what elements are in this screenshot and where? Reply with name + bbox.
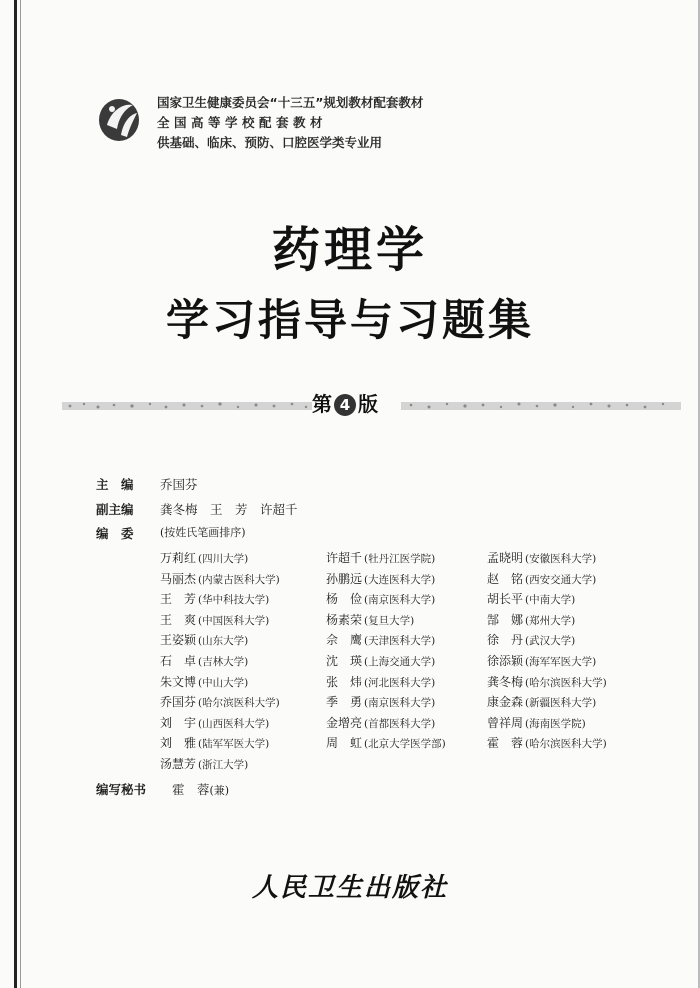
editor-name: 孟晓明 <box>487 551 524 565</box>
editor-entry <box>487 570 596 587</box>
editor-name: 佘 鹰 <box>326 633 363 648</box>
editor-name: 徐添颖 <box>487 654 524 668</box>
editor-affiliation: (山西医科大学) <box>198 717 270 730</box>
book-subtitle: 学习指导与习题集 <box>166 296 534 346</box>
editor-entry <box>487 631 575 648</box>
editor-name: 朱文博 <box>160 674 197 689</box>
chief-editor-role: 主 编 <box>96 477 134 492</box>
editor-name: 孙鹏远 <box>326 571 363 586</box>
edition-number: 4 <box>334 394 356 416</box>
editor-affiliation: (哈尔滨医科大学) <box>525 676 607 689</box>
editor-affiliation: (上海交通大学) <box>364 656 436 668</box>
editor-affiliation: (南京医科大学) <box>364 594 436 607</box>
editor-name: 杨 俭 <box>326 592 363 607</box>
editor-entry <box>160 570 280 587</box>
editor-affiliation: (复旦大学) <box>364 614 415 627</box>
editor-entry <box>326 631 435 648</box>
publisher-name: 人民卫生出版社 <box>251 873 448 903</box>
edition-label <box>312 388 378 417</box>
editor-name: 霍 蓉 <box>487 736 524 751</box>
editor-affiliation: (郑州大学) <box>525 614 576 627</box>
editor-entry <box>487 611 575 628</box>
editor-affiliation: (中国医科大学) <box>198 614 270 627</box>
editor-entry <box>487 693 596 710</box>
editor-affiliation: (天津医科大学) <box>364 635 436 648</box>
editor-affiliation: (哈尔滨医科大学) <box>525 738 607 751</box>
editor-affiliation: (内蒙古医科大学) <box>198 573 280 586</box>
editor-name: 王 爽 <box>160 612 197 627</box>
editor-entry <box>326 570 435 587</box>
editor-name: 汤慧芳 <box>160 757 197 771</box>
editor-entry <box>326 652 435 669</box>
edition-prefix: 第 <box>312 392 332 416</box>
editor-entry <box>487 734 607 751</box>
editorial-board-note: (按姓氏笔画排序) <box>160 526 246 539</box>
editor-affiliation: (中南大学) <box>525 594 576 607</box>
editor-affiliation: (吉林大学) <box>198 656 249 668</box>
editor-name: 郜 娜 <box>487 612 524 627</box>
secretary-note: (兼) <box>209 784 230 797</box>
editor-name: 周 虹 <box>326 736 363 751</box>
decorative-band-left <box>62 400 312 412</box>
editor-entry <box>326 611 414 628</box>
editor-name: 刘 宇 <box>160 715 197 730</box>
editor-affiliation: (南京医科大学) <box>364 697 436 710</box>
editor-name: 康金森 <box>487 695 524 710</box>
editor-name: 许超千 <box>326 551 363 565</box>
editor-entry <box>160 631 248 648</box>
editor-entry <box>160 755 248 772</box>
editor-entry <box>487 590 575 607</box>
series-line-1: 国家卫生健康委员会“十三五”规划教材配套教材 <box>157 95 424 110</box>
editor-entry <box>160 652 248 669</box>
editor-name: 王姿颖 <box>160 633 197 648</box>
series-line-2: 全国高等学校配套教材 <box>157 115 328 130</box>
editor-affiliation: (华中科技大学) <box>198 594 270 607</box>
editor-affiliation: (新疆医科大学) <box>525 697 597 710</box>
editor-affiliation: (海南医学院) <box>525 717 586 730</box>
editor-affiliation: (陆军军医大学) <box>198 738 270 751</box>
editor-name: 徐 丹 <box>487 633 524 648</box>
editor-name: 胡长平 <box>487 592 524 607</box>
editor-name: 王 芳 <box>160 592 197 607</box>
editor-entry <box>160 611 269 628</box>
editor-name: 马丽杰 <box>160 571 197 586</box>
publisher-emblem-icon <box>97 95 143 143</box>
deputy-editor-names: 龚冬梅 王 芳 许超千 <box>160 502 298 517</box>
editor-entry <box>160 673 248 690</box>
editor-affiliation: (西安交通大学) <box>525 573 597 586</box>
series-info <box>157 93 423 153</box>
editorial-board-role: 编 委 <box>96 526 134 541</box>
decorative-band-right <box>401 400 681 412</box>
editor-affiliation: (河北医科大学) <box>364 676 436 689</box>
editor-affiliation: (山东大学) <box>198 635 249 648</box>
editor-affiliation: (哈尔滨医科大学) <box>198 697 280 710</box>
editor-affiliation: (海军军医大学) <box>525 656 597 668</box>
editor-name: 乔国芬 <box>160 695 197 710</box>
editor-entry <box>326 549 435 566</box>
editor-affiliation: (中山大学) <box>198 676 249 689</box>
edition-suffix: 版 <box>358 392 378 416</box>
editor-affiliation: (武汉大学) <box>525 635 576 648</box>
editor-entry <box>326 734 446 751</box>
scan-left-edge-inner <box>20 0 21 988</box>
editor-name: 张 炜 <box>326 674 363 689</box>
editor-name: 季 勇 <box>326 695 363 710</box>
editor-entry <box>160 734 269 751</box>
secretary-name: 霍 蓉 <box>172 782 210 797</box>
editor-entry <box>487 714 586 731</box>
secretary-role: 编写秘书 <box>96 782 147 797</box>
editor-name: 刘 雅 <box>160 736 197 751</box>
editor-entry <box>487 549 596 566</box>
editor-entry <box>160 549 248 566</box>
editor-entry <box>326 693 435 710</box>
editor-name: 杨素荣 <box>326 612 363 627</box>
editor-entry <box>160 714 269 731</box>
editor-affiliation: (四川大学) <box>198 553 249 565</box>
editor-entry <box>160 590 269 607</box>
editor-entry <box>326 714 435 731</box>
editor-entry <box>326 590 435 607</box>
editor-entry <box>487 673 607 690</box>
deputy-editor-role: 副主编 <box>96 502 134 517</box>
editor-entry <box>326 673 435 690</box>
secretary-names <box>172 780 229 798</box>
editor-name: 万莉红 <box>160 551 197 565</box>
editor-name: 石 卓 <box>160 654 197 668</box>
scan-left-edge <box>14 0 17 988</box>
editor-affiliation: (北京大学医学部) <box>364 738 446 751</box>
editor-name: 龚冬梅 <box>487 674 524 689</box>
series-line-3: 供基础、临床、预防、口腔医学类专业用 <box>157 135 383 150</box>
editor-affiliation: (牡丹江医学院) <box>364 553 436 565</box>
editor-affiliation: (安徽医科大学) <box>525 553 597 565</box>
editor-entry <box>487 652 596 669</box>
editor-name: 曾祥周 <box>487 715 524 730</box>
editor-affiliation: (首都医科大学) <box>364 717 436 730</box>
editor-name: 沈 瑛 <box>326 654 363 668</box>
editor-name: 金增亮 <box>326 715 363 730</box>
editor-affiliation: (大连医科大学) <box>364 573 436 586</box>
book-title: 药理学 <box>271 222 428 278</box>
editor-entry <box>160 693 280 710</box>
chief-editor-names: 乔国芬 <box>160 477 198 492</box>
editor-affiliation: (浙江大学) <box>198 759 249 771</box>
editor-name: 赵 铭 <box>487 571 524 586</box>
